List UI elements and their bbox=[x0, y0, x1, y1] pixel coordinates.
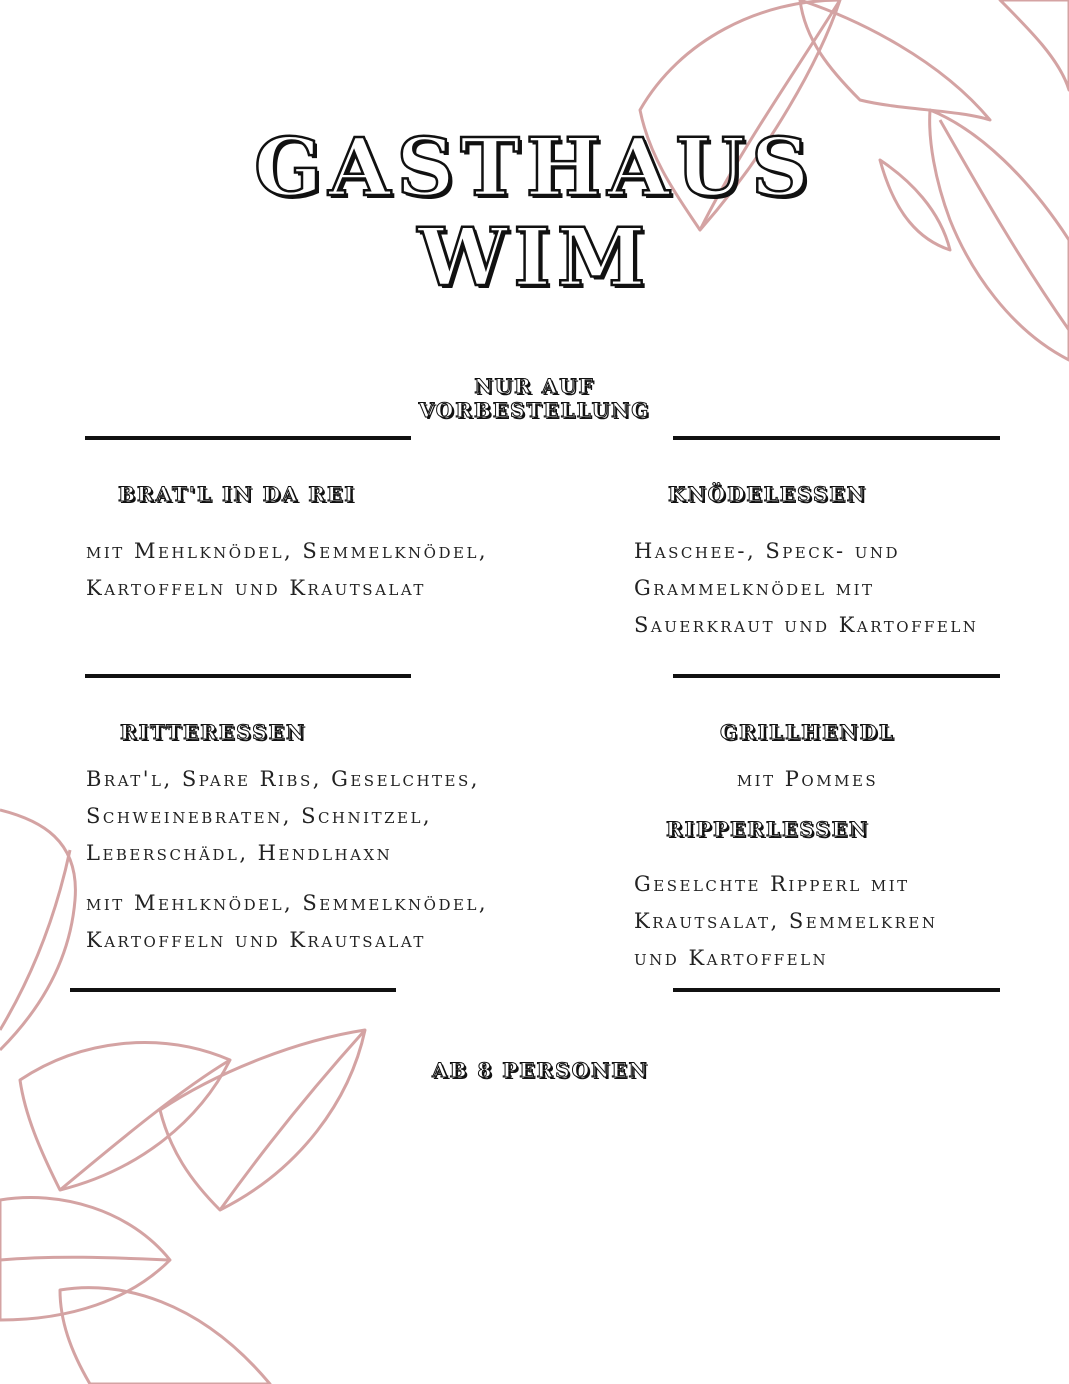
menu-text: Grammelknödel mit bbox=[634, 576, 875, 600]
leaf-bottom-left-4 bbox=[60, 1288, 270, 1384]
section-title-ripperl: RIPPERLESSEN bbox=[666, 817, 870, 841]
leaf-left-1 bbox=[0, 810, 75, 1050]
title-line-1: GASTHAUS bbox=[254, 120, 815, 214]
divider-rule bbox=[70, 988, 396, 992]
menu-text: Brat'l, Spare Ribs, Geselchtes, bbox=[86, 767, 480, 791]
section-title-knoedel: KNÖDELESSEN bbox=[668, 482, 867, 506]
menu-text: Kartoffeln und Krautsalat bbox=[86, 576, 426, 600]
menu-text: Sauerkraut und Kartoffeln bbox=[634, 613, 979, 637]
section-title-ritter: RITTERESSEN bbox=[120, 720, 307, 744]
divider-rule bbox=[673, 436, 1000, 440]
divider-rule bbox=[673, 988, 1000, 992]
menu-text: Schweinebraten, Schnitzel, bbox=[86, 804, 433, 828]
menu-text: Kartoffeln und Krautsalat bbox=[86, 928, 426, 952]
subtitle-line-1: NUR AUF bbox=[474, 374, 595, 398]
menu-text: Leberschädl, Hendlhaxn bbox=[86, 841, 393, 865]
menu-text: mit Mehlknödel, Semmelknödel, bbox=[86, 891, 489, 915]
section-title-grill: GRILLHENDL bbox=[719, 720, 895, 744]
subtitle-line-2: VORBESTELLUNG bbox=[418, 398, 651, 422]
divider-rule bbox=[673, 674, 1000, 678]
footer-note: AB 8 PERSONEN bbox=[432, 1058, 649, 1082]
leaf-bottom-left-vein-1 bbox=[60, 1060, 230, 1190]
leaf-bottom-left-vein-3 bbox=[0, 1257, 170, 1260]
menu-text: mit Pommes bbox=[736, 767, 879, 791]
menu-text: Geselchte Ripperl mit bbox=[634, 872, 910, 896]
leaf-top-right-4 bbox=[1000, 0, 1069, 90]
menu-text: Haschee-, Speck- und bbox=[634, 539, 901, 563]
leaf-left-vein bbox=[0, 850, 70, 1030]
menu-text: mit Mehlknödel, Semmelknödel, bbox=[86, 539, 489, 563]
divider-rule bbox=[85, 674, 411, 678]
leaf-bottom-left-2 bbox=[160, 1030, 365, 1210]
leaf-bottom-left-1 bbox=[20, 1043, 230, 1190]
title-line-2: WIM bbox=[417, 210, 652, 304]
menu-text: Krautsalat, Semmelkren bbox=[634, 909, 938, 933]
divider-rule bbox=[85, 436, 411, 440]
section-title-bratl: BRAT'L IN DA REI bbox=[118, 482, 356, 506]
leaf-bottom-left-vein-2 bbox=[220, 1030, 365, 1210]
menu-text: und Kartoffeln bbox=[634, 946, 829, 970]
